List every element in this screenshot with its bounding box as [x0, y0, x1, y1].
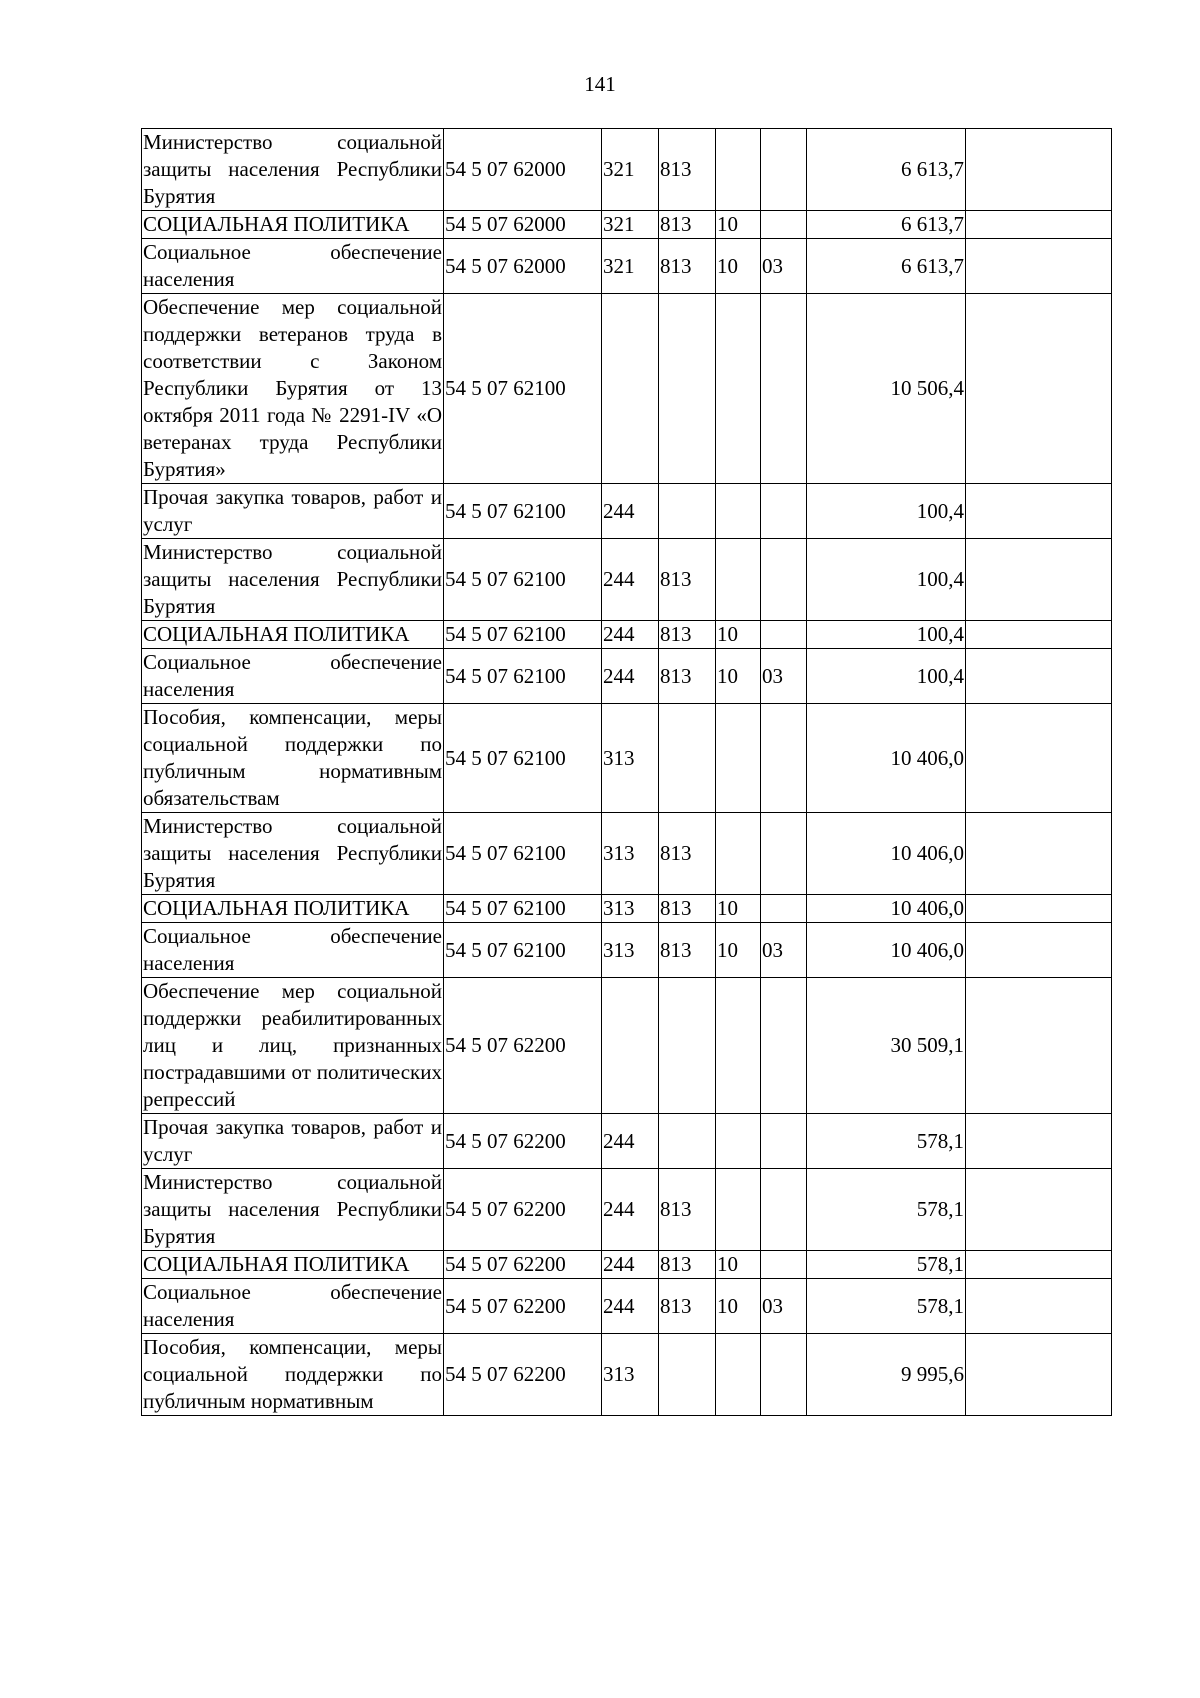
row-name-cell: Обеспечение мер социальной поддержки ветеранов труда в соответствии с Законом Республики Бурятия от 13 октября 2011 года № 2291-IV «О ветеранах труда Республики Бурятия» — [142, 294, 444, 484]
table-row — [142, 1334, 1112, 1416]
amount-cell: 100,4 — [807, 621, 966, 649]
extra-cell — [966, 484, 1112, 539]
subsection-cell — [761, 539, 807, 621]
row-name-cell: СОЦИАЛЬНАЯ ПОЛИТИКА — [142, 621, 444, 649]
amount-cell: 100,4 — [807, 484, 966, 539]
expense-type-cell: 244 — [602, 484, 659, 539]
table-row — [142, 704, 1112, 813]
section-cell: 10 — [716, 1251, 761, 1279]
section-cell: 10 — [716, 211, 761, 239]
subsection-cell — [761, 211, 807, 239]
table-row — [142, 649, 1112, 704]
section-cell: 10 — [716, 1279, 761, 1334]
expense-type-cell: 244 — [602, 1251, 659, 1279]
ministry-code-cell: 813 — [659, 1251, 716, 1279]
expense-type-cell: 244 — [602, 1279, 659, 1334]
amount-cell: 10 406,0 — [807, 704, 966, 813]
ministry-code-cell: 813 — [659, 923, 716, 978]
extra-cell — [966, 895, 1112, 923]
row-name-cell: Министерство социальной защиты населения Республики Бурятия — [142, 539, 444, 621]
extra-cell — [966, 649, 1112, 704]
table-row — [142, 1251, 1112, 1279]
page-number: 141 — [584, 72, 616, 96]
ministry-code-cell: 813 — [659, 813, 716, 895]
amount-cell: 100,4 — [807, 539, 966, 621]
section-cell — [716, 704, 761, 813]
subsection-cell: 03 — [761, 649, 807, 704]
amount-cell: 9 995,6 — [807, 1334, 966, 1416]
target-article-cell: 54 5 07 62000 — [444, 211, 602, 239]
extra-cell — [966, 239, 1112, 294]
row-name-cell: Обеспечение мер социальной поддержки реабилитированных лиц и лиц, признанных пострадавшими от политических репрессий — [142, 978, 444, 1114]
row-name-cell: Прочая закупка товаров, работ и услуг — [142, 484, 444, 539]
extra-cell — [966, 1279, 1112, 1334]
ministry-code-cell — [659, 1334, 716, 1416]
expense-type-cell: 313 — [602, 923, 659, 978]
ministry-code-cell: 813 — [659, 1169, 716, 1251]
target-article-cell: 54 5 07 62000 — [444, 129, 602, 211]
section-cell — [716, 1334, 761, 1416]
subsection-cell — [761, 1114, 807, 1169]
section-cell — [716, 484, 761, 539]
ministry-code-cell: 813 — [659, 621, 716, 649]
extra-cell — [966, 539, 1112, 621]
row-name-cell: Социальное обеспечение населения — [142, 923, 444, 978]
subsection-cell: 03 — [761, 239, 807, 294]
table-row — [142, 1279, 1112, 1334]
section-cell — [716, 129, 761, 211]
section-cell: 10 — [716, 923, 761, 978]
amount-cell: 10 406,0 — [807, 813, 966, 895]
expense-type-cell: 244 — [602, 539, 659, 621]
ministry-code-cell — [659, 978, 716, 1114]
table-row — [142, 813, 1112, 895]
amount-cell: 10 506,4 — [807, 294, 966, 484]
amount-cell: 10 406,0 — [807, 923, 966, 978]
ministry-code-cell: 813 — [659, 649, 716, 704]
extra-cell — [966, 923, 1112, 978]
subsection-cell: 03 — [761, 923, 807, 978]
subsection-cell — [761, 813, 807, 895]
section-cell: 10 — [716, 895, 761, 923]
table-row — [142, 621, 1112, 649]
row-name-cell: Прочая закупка товаров, работ и услуг — [142, 1114, 444, 1169]
ministry-code-cell: 813 — [659, 1279, 716, 1334]
expense-type-cell: 244 — [602, 621, 659, 649]
table-row — [142, 484, 1112, 539]
expense-type-cell: 321 — [602, 211, 659, 239]
target-article-cell: 54 5 07 62100 — [444, 923, 602, 978]
row-name-cell: Социальное обеспечение населения — [142, 239, 444, 294]
extra-cell — [966, 1251, 1112, 1279]
row-name-cell: Социальное обеспечение населения — [142, 1279, 444, 1334]
expense-type-cell — [602, 294, 659, 484]
extra-cell — [966, 978, 1112, 1114]
subsection-cell — [761, 1251, 807, 1279]
extra-cell — [966, 129, 1112, 211]
expense-type-cell: 244 — [602, 649, 659, 704]
amount-cell: 30 509,1 — [807, 978, 966, 1114]
ministry-code-cell: 813 — [659, 129, 716, 211]
table-row — [142, 1169, 1112, 1251]
table-row — [142, 129, 1112, 211]
row-name-cell: Министерство социальной защиты населения Республики Бурятия — [142, 1169, 444, 1251]
subsection-cell — [761, 704, 807, 813]
subsection-cell — [761, 129, 807, 211]
row-name-cell: Пособия, компенсации, меры социальной поддержки по публичным нормативным обязательствам — [142, 704, 444, 813]
target-article-cell: 54 5 07 62200 — [444, 1114, 602, 1169]
table-row — [142, 895, 1112, 923]
target-article-cell: 54 5 07 62100 — [444, 539, 602, 621]
target-article-cell: 54 5 07 62200 — [444, 1251, 602, 1279]
row-name-cell: Министерство социальной защиты населения Республики Бурятия — [142, 813, 444, 895]
extra-cell — [966, 704, 1112, 813]
extra-cell — [966, 621, 1112, 649]
amount-cell: 578,1 — [807, 1251, 966, 1279]
expense-type-cell: 321 — [602, 129, 659, 211]
target-article-cell: 54 5 07 62100 — [444, 621, 602, 649]
section-cell: 10 — [716, 649, 761, 704]
subsection-cell: 03 — [761, 1279, 807, 1334]
row-name-cell: СОЦИАЛЬНАЯ ПОЛИТИКА — [142, 895, 444, 923]
section-cell: 10 — [716, 239, 761, 294]
target-article-cell: 54 5 07 62200 — [444, 978, 602, 1114]
ministry-code-cell: 813 — [659, 239, 716, 294]
target-article-cell: 54 5 07 62100 — [444, 484, 602, 539]
target-article-cell: 54 5 07 62100 — [444, 294, 602, 484]
ministry-code-cell: 813 — [659, 211, 716, 239]
ministry-code-cell: 813 — [659, 895, 716, 923]
ministry-code-cell — [659, 704, 716, 813]
expense-type-cell: 244 — [602, 1169, 659, 1251]
expense-type-cell: 321 — [602, 239, 659, 294]
ministry-code-cell: 813 — [659, 539, 716, 621]
amount-cell: 578,1 — [807, 1279, 966, 1334]
extra-cell — [966, 1169, 1112, 1251]
table-row — [142, 978, 1112, 1114]
section-cell — [716, 1114, 761, 1169]
amount-cell: 100,4 — [807, 649, 966, 704]
section-cell: 10 — [716, 621, 761, 649]
table-row — [142, 211, 1112, 239]
table-row — [142, 923, 1112, 978]
subsection-cell — [761, 621, 807, 649]
subsection-cell — [761, 1169, 807, 1251]
section-cell — [716, 539, 761, 621]
row-name-cell: СОЦИАЛЬНАЯ ПОЛИТИКА — [142, 211, 444, 239]
amount-cell: 6 613,7 — [807, 211, 966, 239]
subsection-cell — [761, 978, 807, 1114]
subsection-cell — [761, 484, 807, 539]
target-article-cell: 54 5 07 62100 — [444, 895, 602, 923]
expense-type-cell: 313 — [602, 704, 659, 813]
target-article-cell: 54 5 07 62000 — [444, 239, 602, 294]
section-cell — [716, 978, 761, 1114]
target-article-cell: 54 5 07 62100 — [444, 813, 602, 895]
target-article-cell: 54 5 07 62200 — [444, 1279, 602, 1334]
row-name-cell: Министерство социальной защиты населения Республики Бурятия — [142, 129, 444, 211]
target-article-cell: 54 5 07 62100 — [444, 704, 602, 813]
amount-cell: 6 613,7 — [807, 239, 966, 294]
subsection-cell — [761, 1334, 807, 1416]
row-name-cell: Пособия, компенсации, меры социальной поддержки по публичным нормативным — [142, 1334, 444, 1416]
target-article-cell: 54 5 07 62200 — [444, 1334, 602, 1416]
subsection-cell — [761, 895, 807, 923]
target-article-cell: 54 5 07 62200 — [444, 1169, 602, 1251]
amount-cell: 578,1 — [807, 1114, 966, 1169]
amount-cell: 6 613,7 — [807, 129, 966, 211]
table-row — [142, 539, 1112, 621]
budget-table — [141, 128, 1112, 1416]
table-row — [142, 239, 1112, 294]
table-body — [142, 129, 1112, 1416]
table-row — [142, 294, 1112, 484]
ministry-code-cell — [659, 1114, 716, 1169]
ministry-code-cell — [659, 484, 716, 539]
extra-cell — [966, 1334, 1112, 1416]
amount-cell: 10 406,0 — [807, 895, 966, 923]
row-name-cell: Социальное обеспечение населения — [142, 649, 444, 704]
section-cell — [716, 1169, 761, 1251]
extra-cell — [966, 294, 1112, 484]
section-cell — [716, 813, 761, 895]
subsection-cell — [761, 294, 807, 484]
section-cell — [716, 294, 761, 484]
table-row — [142, 1114, 1112, 1169]
expense-type-cell: 313 — [602, 895, 659, 923]
target-article-cell: 54 5 07 62100 — [444, 649, 602, 704]
amount-cell: 578,1 — [807, 1169, 966, 1251]
expense-type-cell: 244 — [602, 1114, 659, 1169]
expense-type-cell: 313 — [602, 813, 659, 895]
extra-cell — [966, 813, 1112, 895]
extra-cell — [966, 211, 1112, 239]
ministry-code-cell — [659, 294, 716, 484]
expense-type-cell: 313 — [602, 1334, 659, 1416]
row-name-cell: СОЦИАЛЬНАЯ ПОЛИТИКА — [142, 1251, 444, 1279]
extra-cell — [966, 1114, 1112, 1169]
expense-type-cell — [602, 978, 659, 1114]
